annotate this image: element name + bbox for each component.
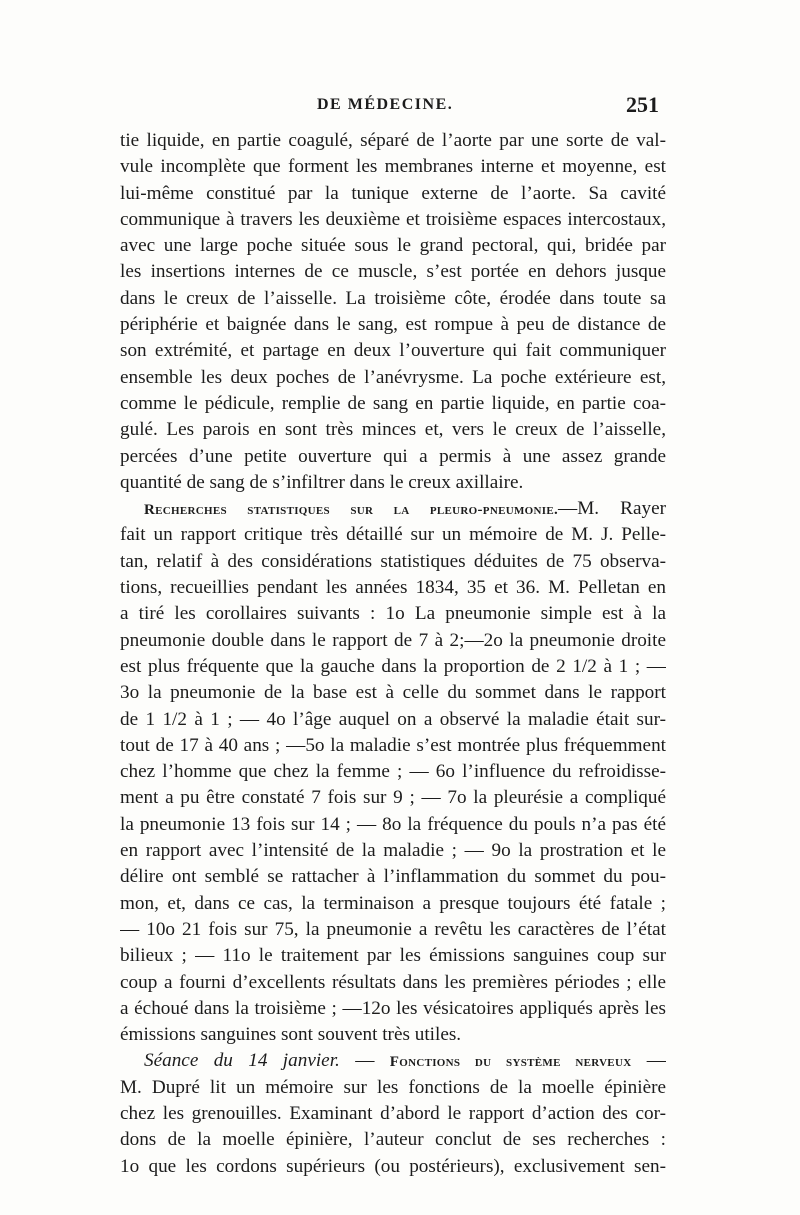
text-line: périphérie et baignée dans le sang, est rompue à peu de distance de — [120, 314, 666, 336]
session-date: Séance du 14 janvier. — [144, 1050, 340, 1072]
session-heading-line — [120, 1048, 666, 1074]
text-line: lui-même constitué par la tunique externe de l’aorte. Sa cavité — [120, 182, 666, 204]
text-line: M. Dupré lit un mémoire sur les fonctions de la moelle épinière — [120, 1076, 666, 1098]
text-line: coup a fourni d’excellents résultats dans les premières périodes ; elle — [120, 971, 666, 993]
section-heading-tail: —M. Rayer — [558, 498, 666, 520]
text-line: la pneumonie 13 fois sur 14 ; — 8o la fréquence du pouls n’a pas été — [120, 813, 666, 835]
text-line: en rapport avec l’intensité de la maladie ; — 9o la prostration et le — [120, 840, 666, 862]
session-dash: — — [339, 1050, 390, 1072]
text-line: chez l’homme que chez la femme ; — 6o l’influence du refroidisse- — [120, 761, 666, 783]
text-line: ensemble les deux poches de l’anévrysme. La poche extérieure est, — [120, 366, 666, 388]
running-title: DE MÉDECINE. — [317, 96, 454, 113]
body-text — [120, 128, 666, 1180]
text-line: gulé. Les parois en sont très minces et, vers le creux de l’aisselle, — [120, 419, 666, 441]
text-line: son extrémité, et partage en deux l’ouverture qui fait communiquer — [120, 340, 666, 362]
text-line: quantité de sang de s’infiltrer dans le creux axillaire. — [120, 471, 524, 493]
text-line: tions, recueillies pendant les années 1834, 35 et 36. M. Pelletan en — [120, 577, 666, 599]
text-line: bilieux ; — 11o le traitement par les émissions sanguines coup sur — [120, 945, 666, 967]
text-line: avec une large poche située sous le grand pectoral, qui, bridée par — [120, 235, 666, 257]
text-line: tan, relatif à des considérations statistiques déduites de 75 observa- — [120, 550, 666, 572]
text-line: est plus fréquente que la gauche dans la proportion de 2 1/2 à 1 ; — — [120, 655, 666, 677]
text-line: émissions sanguines sont souvent très utiles. — [120, 1024, 462, 1046]
section-heading-tail: — — [631, 1050, 666, 1072]
section-heading-line — [120, 496, 666, 522]
section-heading: Fonctions du système nerveux — [389, 1054, 632, 1071]
text-line: 3o la pneumonie de la base est à celle du sommet dans le rapport — [120, 682, 666, 704]
text-line: chez les grenouilles. Examinant d’abord le rapport d’action des cor- — [120, 1102, 666, 1124]
text-line: communique à travers les deuxième et troisième espaces intercostaux, — [120, 208, 666, 230]
text-line: fait un rapport critique très détaillé sur un mémoire de M. J. Pelle- — [120, 524, 666, 546]
text-line: a échoué dans la troisième ; —12o les vésicatoires appliqués après les — [120, 997, 666, 1019]
text-line: les insertions internes de ce muscle, s’est portée en dehors jusque — [120, 261, 666, 283]
text-line: — 10o 21 fois sur 75, la pneumonie a revêtu les caractères de l’état — [120, 918, 666, 940]
text-line: 1o que les cordons supérieurs (ou postérieurs), exclusivement sen- — [120, 1155, 666, 1177]
text-line: pneumonie double dans le rapport de 7 à 2;—2o la pneumonie droite — [120, 629, 666, 651]
text-line: dans le creux de l’aisselle. La troisième côte, érodée dans toute sa — [120, 287, 666, 309]
running-header — [127, 92, 659, 124]
text-line: percées d’une petite ouverture qui a permis à une assez grande — [120, 445, 666, 467]
text-line: dons de la moelle épinière, l’auteur conclut de ses recherches : — [120, 1129, 666, 1151]
text-line: tout de 17 à 40 ans ; —5o la maladie s’est montrée plus fréquemment — [120, 734, 666, 756]
text-line: comme le pédicule, remplie de sang en partie liquide, en partie coa- — [120, 392, 666, 414]
text-line: mon, et, dans ce cas, la terminaison a presque toujours été fatale ; — [120, 892, 666, 914]
text-line: ment a pu être constaté 7 fois sur 9 ; — 7o la pleurésie a compliqué — [120, 787, 666, 809]
text-line: délire ont semblé se rattacher à l’inflammation du sommet du pou- — [120, 866, 666, 888]
text-line: vule incomplète que forment les membranes interne et moyenne, est — [120, 156, 666, 178]
text-line: tie liquide, en partie coagulé, séparé de l’aorte par une sorte de val- — [120, 130, 666, 151]
text-line: de 1 1/2 à 1 ; — 4o l’âge auquel on a observé la maladie était sur- — [120, 708, 666, 730]
section-heading: Recherches statistiques sur la pleuro-pneumonie. — [144, 502, 559, 519]
text-line: a tiré les corollaires suivants : 1o La pneumonie simple est à la — [120, 603, 666, 625]
page-number: 251 — [626, 92, 659, 117]
